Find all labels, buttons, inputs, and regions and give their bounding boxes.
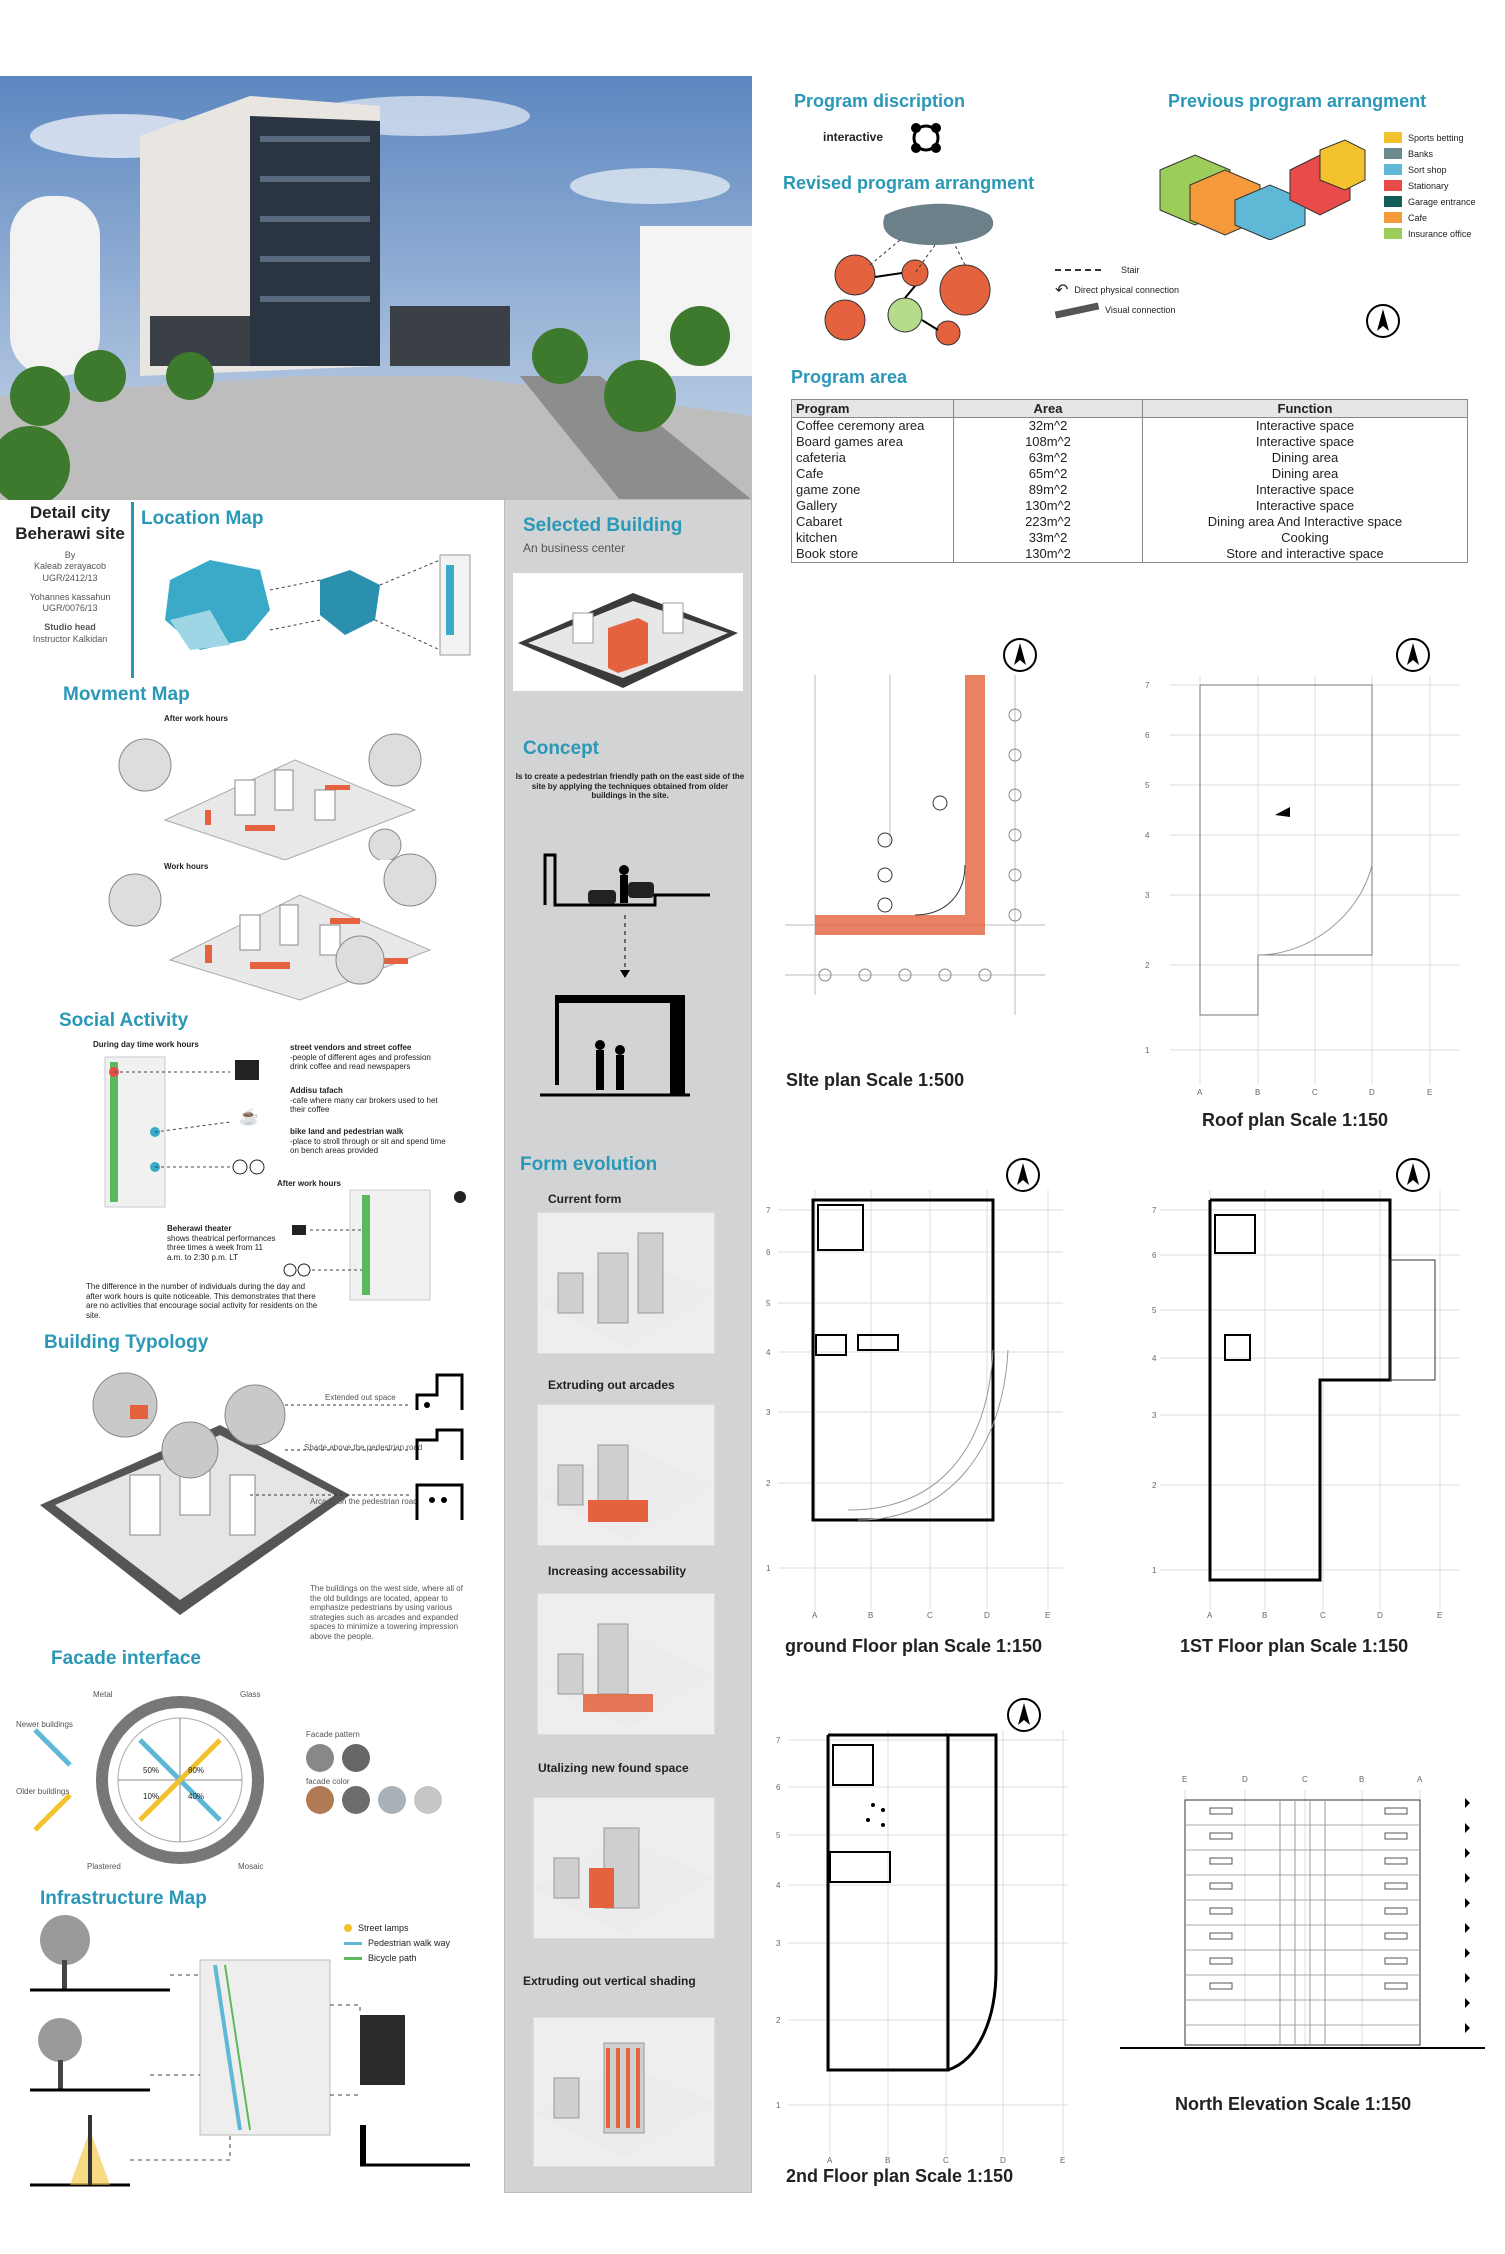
movement-map-diagram-1 [115, 730, 435, 860]
student-1: Kaleab zerayacob [33, 561, 107, 572]
table-row: Gallery 130m^2 Interactive space [792, 498, 1468, 514]
legend-swatch [1384, 164, 1402, 175]
svg-text:C: C [1312, 1088, 1318, 1097]
svg-text:C: C [927, 1611, 933, 1620]
svg-text:3: 3 [1145, 891, 1150, 900]
svg-text:B: B [1359, 1775, 1365, 1784]
interactive-label: interactive [823, 130, 884, 144]
svg-text:3: 3 [776, 1939, 781, 1948]
svg-text:1: 1 [1145, 1046, 1150, 1055]
svg-text:7: 7 [1152, 1206, 1157, 1215]
svg-text:1: 1 [766, 1564, 771, 1573]
north-elevation-drawing [1120, 1770, 1485, 2070]
selected-building-subtitle: An business center [523, 541, 626, 555]
program-area-table [791, 399, 1468, 563]
social-item-1: street vendors and street coffee -people of different ages and profession drink coffee and read newspapers [290, 1043, 431, 1072]
svg-text:6: 6 [776, 1783, 781, 1792]
legend-swatch [1384, 148, 1402, 159]
previous-program-legend: Sports betting Banks Sort shop Stationary Garage entrance Cafe Insurance office [1384, 132, 1476, 244]
location-map-graphic [150, 540, 480, 670]
hero-render [0, 76, 752, 500]
table-row: Coffee ceremony area 32m^2 Interactive space [792, 418, 1468, 435]
header-function: Function [1143, 400, 1468, 418]
legend-pedestrian: Pedestrian walk way [368, 1938, 451, 1948]
facade-newer-label: Newer buildings [16, 1720, 73, 1729]
table-row: kitchen 33m^2 Cooking [792, 530, 1468, 546]
svg-text:E: E [1060, 2156, 1066, 2165]
svg-text:A: A [1197, 1088, 1203, 1097]
typology-icons [412, 1370, 472, 1530]
theater-info: Beherawi theater shows theatrical performances three times a week from 11 a.m. to 2:30 p.m. LT [167, 1224, 276, 1262]
svg-text:B: B [1255, 1088, 1261, 1097]
concept-text: Is to create a pedestrian friendly path on the east side of the site by applying the techniques obtained from older buildings in the site. [515, 772, 745, 801]
program-description-title: Program discription [794, 91, 966, 111]
svg-text:B: B [868, 1611, 874, 1620]
svg-text:6: 6 [1145, 731, 1150, 740]
concept-title: Concept [523, 738, 599, 759]
svg-text:1: 1 [776, 2101, 781, 2110]
concept-diagram [540, 820, 720, 1100]
svg-text:E: E [1045, 1611, 1051, 1620]
facade-swatches [302, 1740, 472, 1820]
work-hours-label: Work hours [164, 862, 209, 871]
facade-pattern-label: Facade pattern [306, 1730, 360, 1739]
selected-building-title: Selected Building [523, 515, 683, 536]
legend-swatch [1384, 196, 1402, 207]
svg-text:A: A [1207, 1611, 1213, 1620]
site-plan-title: SIte plan Scale 1:500 [786, 1070, 965, 1090]
table-row: Cabaret 223m^2 Dining area And Interactive space [792, 514, 1468, 530]
day-time-label: During day time work hours [93, 1040, 199, 1049]
interactive-icon [908, 120, 944, 156]
legend-stair: Stair [1121, 265, 1140, 275]
title-divider [131, 502, 134, 678]
movement-map-title: Movment Map [63, 684, 190, 705]
svg-text:5: 5 [766, 1299, 771, 1308]
svg-text:C: C [943, 2156, 949, 2165]
table-row: game zone 89m^2 Interactive space [792, 482, 1468, 498]
svg-text:C: C [1320, 1611, 1326, 1620]
legend-bicycle: Bicycle path [368, 1953, 417, 1963]
student-1-id: UGR/2412/13 [42, 572, 98, 583]
facade-pct-4: 40% [188, 1792, 205, 1801]
svg-text:4: 4 [766, 1348, 771, 1357]
svg-text:2: 2 [776, 2016, 781, 2025]
svg-text:A: A [812, 1611, 818, 1620]
after-hours-label: After work hours [277, 1179, 342, 1188]
legend-visual: Visual connection [1105, 305, 1176, 315]
facade-color-label: facade color [306, 1777, 350, 1786]
second-floor-plan-drawing [768, 1690, 1068, 2165]
svg-text:7: 7 [1145, 681, 1150, 690]
svg-text:☕: ☕ [239, 1109, 259, 1126]
social-activity-title: Social Activity [59, 1010, 189, 1031]
infrastructure-title: Infrastructure Map [40, 1888, 207, 1909]
svg-text:E: E [1437, 1611, 1443, 1620]
building-typology-title: Building Typology [44, 1332, 209, 1353]
svg-text:4: 4 [1145, 831, 1150, 840]
first-floor-plan-title: 1ST Floor plan Scale 1:150 [1180, 1636, 1409, 1656]
legend-swatch [1384, 212, 1402, 223]
svg-text:E: E [1427, 1088, 1433, 1097]
first-floor-plan-drawing [1130, 1150, 1470, 1620]
typology-label-2: Shade above the pedestrian road [304, 1443, 423, 1452]
form-step-1-label: Current form [548, 1192, 622, 1206]
svg-text:7: 7 [766, 1206, 771, 1215]
svg-text:4: 4 [776, 1881, 781, 1890]
svg-text:5: 5 [776, 1831, 781, 1840]
svg-text:3: 3 [1152, 1411, 1157, 1420]
movement-map-diagram-2 [100, 850, 445, 1005]
location-map-title: Location Map [141, 508, 264, 529]
svg-text:D: D [984, 1611, 990, 1620]
table-row: cafeteria 63m^2 Dining area [792, 450, 1468, 466]
program-area-title: Program area [791, 367, 908, 387]
form-step-2-label: Extruding out arcades [548, 1378, 675, 1392]
revised-program-legend: Stair ↶ Direct physical connection Visual connection [1055, 265, 1255, 320]
svg-text:5: 5 [1152, 1306, 1157, 1315]
form-step-4-label: Utalizing new found space [538, 1761, 689, 1775]
previous-program-title: Previous program arrangment [1168, 91, 1427, 111]
social-activity-map [95, 1052, 275, 1212]
instructor: Instructor Kalkidan [32, 633, 108, 644]
legend-swatch [1384, 180, 1402, 191]
svg-text:4: 4 [1152, 1354, 1157, 1363]
student-2-id: UGR/0076/13 [42, 603, 98, 613]
studio-head: Studio head [44, 622, 96, 633]
north-elevation-title: North Elevation Scale 1:150 [1175, 2094, 1412, 2114]
roof-plan-drawing [1130, 635, 1475, 1105]
svg-text:6: 6 [1152, 1251, 1157, 1260]
svg-text:2: 2 [1145, 961, 1150, 970]
project-title: Detail city Beherawi site [15, 503, 125, 543]
social-item-3: bike land and pedestrian walk -place to stroll through or sit and spend time on bench areas provided [290, 1127, 446, 1156]
ground-floor-plan-title: ground Floor plan Scale 1:150 [785, 1636, 1043, 1656]
legend-swatch [1384, 228, 1402, 239]
header-program: Program [792, 400, 954, 418]
form-step-3-label: Increasing accessability [548, 1564, 687, 1578]
revised-program-title: Revised program arrangment [783, 173, 1035, 193]
svg-text:E: E [1182, 1775, 1188, 1784]
svg-text:2: 2 [766, 1479, 771, 1488]
svg-text:C: C [1302, 1775, 1308, 1784]
facade-interface-title: Facade interface [51, 1648, 201, 1669]
table-row: Book store 130m^2 Store and interactive space [792, 546, 1468, 563]
svg-text:B: B [1262, 1611, 1268, 1620]
by-label: By [64, 550, 76, 560]
facade-mosaic-label: Mosaic [238, 1862, 264, 1871]
roof-plan-title: Roof plan Scale 1:150 [1202, 1110, 1389, 1130]
facade-glass-label: Glass [240, 1690, 261, 1699]
legend-swatch [1384, 132, 1402, 143]
svg-text:2: 2 [1152, 1481, 1157, 1490]
form-step-3-image [537, 1593, 715, 1735]
selected-building-image [513, 573, 743, 691]
form-step-5-label: Extruding out vertical shading [523, 1974, 696, 1988]
form-step-4-image [533, 1797, 715, 1939]
svg-text:7: 7 [776, 1736, 781, 1745]
svg-text:D: D [1242, 1775, 1248, 1784]
svg-text:6: 6 [766, 1248, 771, 1257]
facade-pct-1: 50% [143, 1766, 160, 1775]
social-item-2: Addisu tafach -cafe where many car brokers used to het their coffee [290, 1086, 438, 1115]
previous-program-massing [1150, 130, 1370, 240]
ground-floor-plan-drawing [758, 1150, 1070, 1620]
table-row: Board games area 108m^2 Interactive space [792, 434, 1468, 450]
typology-label-3: Arcade on the pedestrian road [310, 1497, 418, 1506]
facade-metal-label: Metal [93, 1690, 113, 1699]
form-step-2-image [537, 1404, 715, 1546]
svg-text:B: B [885, 2156, 891, 2165]
after-work-hours-label: After work hours [164, 714, 229, 723]
infrastructure-diagram [30, 1915, 470, 2190]
facade-plastered-label: Plastered [87, 1862, 121, 1871]
typology-label-1: Extended out space [325, 1393, 396, 1402]
facade-wheel [10, 1680, 310, 1880]
svg-text:A: A [1417, 1775, 1423, 1784]
facade-pct-3: 10% [143, 1792, 160, 1801]
north-arrow-top [1365, 303, 1401, 339]
social-activity-note: The difference in the number of individuals during the day and after work hours is quite noticeable. This demonstrates that there are no activities that encourage social activity for residents on the site. [86, 1282, 318, 1320]
title-block [14, 502, 126, 645]
form-step-5-image [533, 2017, 715, 2167]
site-plan-drawing [785, 635, 1045, 1030]
svg-text:1: 1 [1152, 1566, 1157, 1575]
svg-text:5: 5 [1145, 781, 1150, 790]
legend-street-lamps: Street lamps [358, 1923, 409, 1933]
svg-text:D: D [1000, 2156, 1006, 2165]
typology-note: The buildings on the west side, where all of the old buildings are located, appear to emphasize pedestrians by using various strategies such as arcades and expanded spaces to minimize a towering impression above the people. [310, 1584, 463, 1641]
legend-direct: Direct physical connection [1074, 285, 1179, 295]
svg-text:A: A [827, 2156, 833, 2165]
facade-older-label: Older buildings [16, 1787, 70, 1796]
svg-text:D: D [1377, 1611, 1383, 1620]
facade-pct-2: 80% [188, 1766, 205, 1775]
svg-text:3: 3 [766, 1408, 771, 1417]
svg-text:D: D [1369, 1088, 1375, 1097]
revised-program-bubbles [815, 195, 1035, 355]
table-row: Cafe 65m^2 Dining area [792, 466, 1468, 482]
form-evolution-title: Form evolution [520, 1154, 658, 1175]
form-step-1-image [537, 1212, 715, 1354]
second-floor-plan-title: 2nd Floor plan Scale 1:150 [786, 2166, 1014, 2186]
student-2: Yohannes kassahun [29, 591, 111, 602]
header-area: Area [954, 400, 1143, 418]
